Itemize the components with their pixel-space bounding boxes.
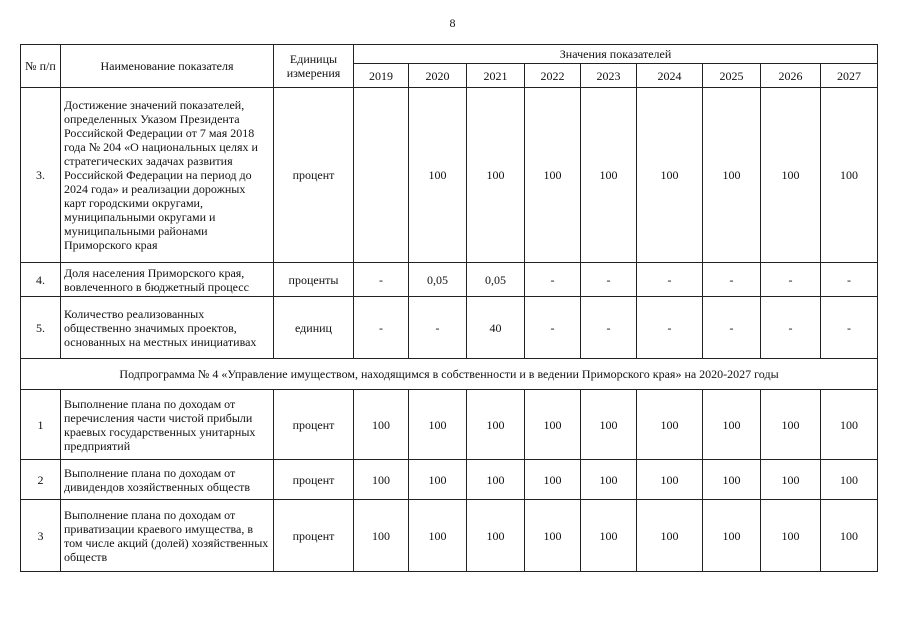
row-value: - <box>637 263 703 297</box>
row-value: - <box>581 263 637 297</box>
header-num: № п/п <box>21 45 61 88</box>
row-name: Выполнение плана по доходам от приватизации краевого имущества, в том числе акций (долей) хозяйственных обществ <box>61 500 274 572</box>
row-num: 3. <box>21 88 61 263</box>
table-header <box>21 45 878 88</box>
indicators-table <box>20 44 878 572</box>
table-row <box>21 390 878 460</box>
table-row <box>21 263 878 297</box>
row-value: 100 <box>761 460 821 500</box>
row-value: 100 <box>703 88 761 263</box>
row-value: 100 <box>525 500 581 572</box>
row-num: 3 <box>21 500 61 572</box>
row-value: 100 <box>703 500 761 572</box>
row-value: 100 <box>525 390 581 460</box>
row-value: 100 <box>761 500 821 572</box>
row-value: 100 <box>703 460 761 500</box>
page-number: 8 <box>449 16 456 30</box>
row-value: 100 <box>467 460 525 500</box>
header-values: Значения показателей <box>354 45 878 64</box>
row-name: Доля населения Приморского края, вовлеченного в бюджетный процесс <box>61 263 274 297</box>
row-value: 0,05 <box>467 263 525 297</box>
row-unit: единиц <box>274 297 354 359</box>
row-value: 100 <box>637 390 703 460</box>
row-unit: процент <box>274 390 354 460</box>
table-row <box>21 88 878 263</box>
row-value: - <box>761 263 821 297</box>
row-value: - <box>525 297 581 359</box>
row-name: Выполнение плана по доходам от дивидендов хозяйственных обществ <box>61 460 274 500</box>
row-value: - <box>637 297 703 359</box>
row-value: 100 <box>467 500 525 572</box>
header-year: 2025 <box>703 64 761 88</box>
header-year: 2022 <box>525 64 581 88</box>
row-value: 100 <box>637 88 703 263</box>
header-year: 2026 <box>761 64 821 88</box>
row-unit: процент <box>274 460 354 500</box>
row-unit: проценты <box>274 263 354 297</box>
header-year: 2023 <box>581 64 637 88</box>
row-value: - <box>581 297 637 359</box>
row-value: 100 <box>761 88 821 263</box>
row-value: 100 <box>581 460 637 500</box>
row-value: - <box>354 263 409 297</box>
row-value: 100 <box>821 390 878 460</box>
header-year: 2019 <box>354 64 409 88</box>
row-value: 100 <box>581 390 637 460</box>
table-row <box>21 297 878 359</box>
row-value: - <box>821 263 878 297</box>
header-year: 2021 <box>467 64 525 88</box>
row-value: 0,05 <box>409 263 467 297</box>
row-name: Выполнение плана по доходам от перечисления части чистой прибыли краевых государственных унитарных предприятий <box>61 390 274 460</box>
row-unit: процент <box>274 500 354 572</box>
row-value: 100 <box>581 88 637 263</box>
row-value: 100 <box>761 390 821 460</box>
row-value: 100 <box>409 390 467 460</box>
row-value: - <box>703 263 761 297</box>
row-value: - <box>761 297 821 359</box>
row-unit: процент <box>274 88 354 263</box>
row-num: 5. <box>21 297 61 359</box>
row-name: Достижение значений показателей, определенных Указом Президента Российской Федерации от 7 мая 2018 года № 204 «О национальных целях и стратегических задачах развития Российской Федерации на период до 2024 года» и реализации дорожных карт городскими округами, муниципальными округами и муниципальными районами Приморского края <box>61 88 274 263</box>
row-value <box>354 88 409 263</box>
header-unit: Единицы измерения <box>274 45 354 88</box>
row-value: 100 <box>525 88 581 263</box>
row-value: 100 <box>703 390 761 460</box>
header-name: Наименование показателя <box>61 45 274 88</box>
row-value: 100 <box>821 500 878 572</box>
row-value: 100 <box>821 460 878 500</box>
row-name: Количество реализованных общественно значимых проектов, основанных на местных инициативах <box>61 297 274 359</box>
row-num: 1 <box>21 390 61 460</box>
header-year: 2020 <box>409 64 467 88</box>
table-row <box>21 460 878 500</box>
row-value: 100 <box>354 390 409 460</box>
row-value: 40 <box>467 297 525 359</box>
row-value: 100 <box>409 88 467 263</box>
row-value: - <box>409 297 467 359</box>
row-value: 100 <box>467 88 525 263</box>
row-value: 100 <box>409 460 467 500</box>
header-year: 2027 <box>821 64 878 88</box>
row-value: 100 <box>354 500 409 572</box>
section-row <box>21 359 878 390</box>
row-value: - <box>354 297 409 359</box>
row-value: 100 <box>637 460 703 500</box>
table-row <box>21 500 878 572</box>
row-value: - <box>525 263 581 297</box>
row-num: 2 <box>21 460 61 500</box>
row-value: 100 <box>467 390 525 460</box>
row-value: 100 <box>409 500 467 572</box>
row-value: - <box>703 297 761 359</box>
row-value: 100 <box>525 460 581 500</box>
row-value: 100 <box>354 460 409 500</box>
section-title: Подпрограмма № 4 «Управление имуществом, находящимся в собственности и в ведении Приморского края» на 2020-2027 годы <box>21 359 878 390</box>
row-value: 100 <box>637 500 703 572</box>
row-value: 100 <box>581 500 637 572</box>
row-value: - <box>821 297 878 359</box>
header-year: 2024 <box>637 64 703 88</box>
row-value: 100 <box>821 88 878 263</box>
row-num: 4. <box>21 263 61 297</box>
